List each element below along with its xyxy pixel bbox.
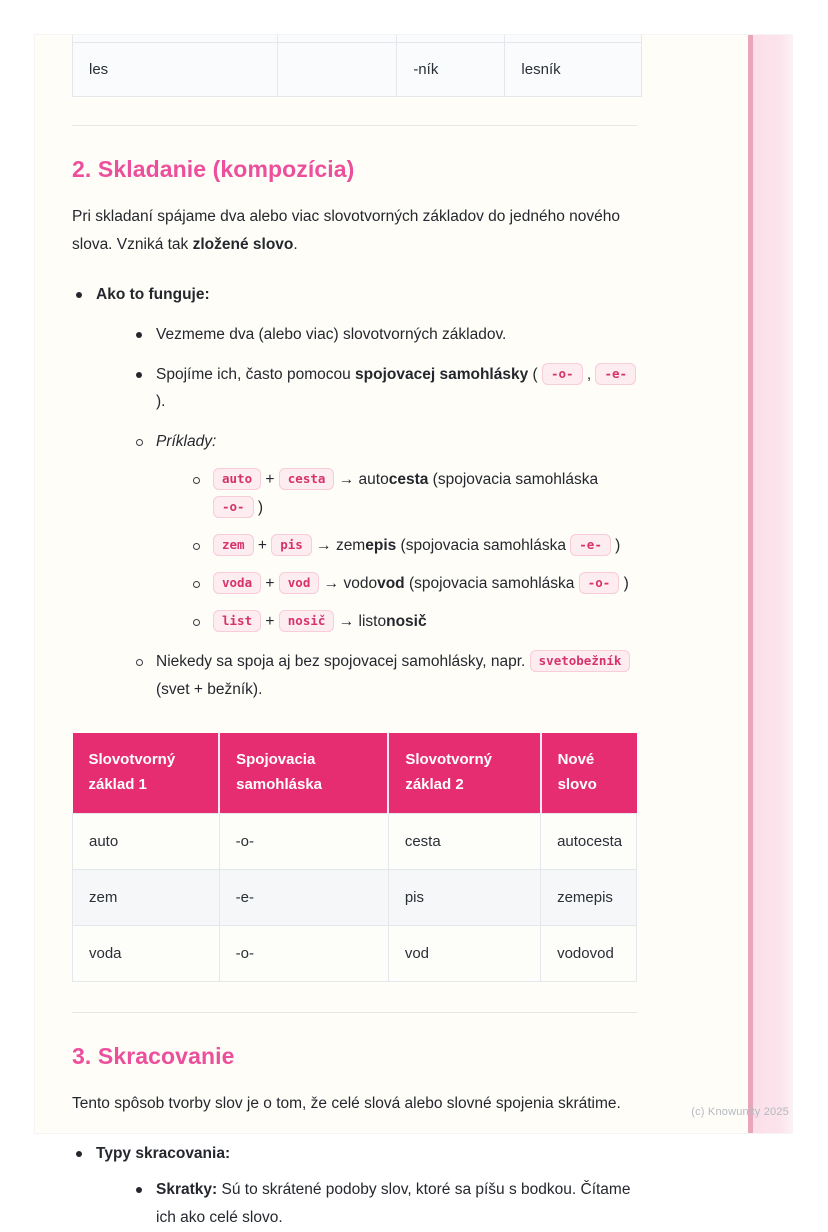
list-item-note — [134, 648, 637, 704]
document-page — [35, 35, 792, 1226]
section-heading-skladanie: 2. Skladanie (kompozícia) — [72, 156, 355, 182]
section-divider — [72, 1012, 637, 1013]
list-item-text: Ako to funguje: — [96, 285, 210, 303]
code-chip: -e- — [595, 363, 636, 385]
code-chip: voda — [213, 572, 261, 594]
list-item — [134, 361, 637, 417]
bullet-list — [72, 1140, 637, 1232]
intro-paragraph: Tento spôsob tvorby slov je o tom, že celé slová alebo slovné spojenia skrátime. — [72, 1094, 621, 1112]
code-chip: zem — [213, 534, 254, 556]
list-item-text: Niekedy sa spoja aj bez spojovacej samohlásky, napr. svetobežník (svet + bežník). — [156, 653, 630, 698]
table-cell: zem — [73, 869, 220, 925]
table-cell: cesta — [388, 813, 540, 869]
list-item — [74, 281, 637, 704]
table-header-cell: Slovotvorný základ 2 — [388, 733, 540, 813]
table-cell: autocesta — [541, 813, 637, 869]
table-row — [73, 43, 642, 97]
bullet-sublist — [132, 321, 637, 704]
list-item-text: list + nosič → listonosič — [213, 613, 427, 630]
table-cell — [73, 35, 278, 43]
table-cell: vod — [388, 925, 540, 981]
code-chip: list — [213, 610, 261, 632]
table-cell: pis — [388, 869, 540, 925]
table-cell: vodovod — [541, 925, 637, 981]
table-header-cell: Spojovacia samohláska — [219, 733, 388, 813]
table-header-row — [73, 733, 637, 813]
list-item — [134, 1176, 637, 1232]
code-chip: -o- — [542, 363, 583, 385]
section-heading-skracovanie: 3. Skracovanie — [72, 1042, 235, 1069]
code-chip: nosič — [279, 610, 335, 632]
code-chip: cesta — [279, 468, 335, 490]
list-item-text: Typy skracovania: — [96, 1144, 231, 1162]
table-cell: auto — [73, 813, 220, 869]
list-item — [134, 321, 637, 349]
table-row — [73, 925, 637, 981]
composition-table — [72, 733, 637, 982]
table-cell: voda — [73, 925, 220, 981]
document-content — [72, 35, 637, 1232]
table-cell: -o- — [219, 813, 388, 869]
table-header-cell: Slovotvorný základ 1 — [73, 733, 220, 813]
list-item — [191, 608, 637, 636]
table-cell: lesník — [505, 43, 642, 97]
list-item-text: zem + pis → zemepis (spojovacia samohláska -e- ) — [213, 537, 620, 554]
examples-sublist — [189, 466, 637, 635]
table-cell — [277, 43, 396, 97]
code-chip: -o- — [213, 496, 254, 518]
code-chip: pis — [271, 534, 312, 556]
list-item-text: Príklady: — [156, 433, 217, 451]
code-chip: svetobežník — [530, 650, 631, 672]
table-row — [73, 869, 637, 925]
intro-paragraph: Pri skladaní spájame dva alebo viac slovotvorných základov do jedného nového slova. Vzniká tak zložené slovo. — [72, 208, 621, 253]
table-cell — [397, 35, 505, 43]
list-item — [191, 532, 637, 560]
table-cell: -ník — [397, 43, 505, 97]
table-cell: zemepis — [541, 869, 637, 925]
table-cell — [277, 35, 396, 43]
bullet-sublist — [132, 1176, 637, 1232]
bullet-list — [72, 281, 637, 704]
table-header-cell: Nové slovo — [541, 733, 637, 813]
list-item-text: Vezmeme dva (alebo viac) slovotvorných základov. — [156, 325, 507, 343]
list-item-text: Skratky: Sú to skrátené podoby slov, ktoré sa píšu s bodkou. Čítame ich ako celé slovo. — [156, 1180, 631, 1226]
table-cell — [505, 35, 642, 43]
list-item-examples — [134, 428, 637, 635]
code-chip: vod — [279, 572, 320, 594]
derivation-examples-table — [72, 35, 642, 97]
table-row — [73, 813, 637, 869]
list-item-text: Spojíme ich, často pomocou spojovacej samohlásky ( -o- , -e- ). — [156, 366, 636, 411]
copyright-watermark: (c) Knowunity 2025 — [691, 1106, 789, 1118]
code-chip: -e- — [570, 534, 611, 556]
section-divider — [72, 125, 637, 126]
table-cell: -e- — [219, 869, 388, 925]
cropped-table-row — [73, 35, 642, 43]
list-item-text: auto + cesta → autocesta (spojovacia samohláska -o- ) — [213, 471, 598, 516]
list-item — [74, 1140, 637, 1232]
list-item-text: voda + vod → vodovod (spojovacia samohláska -o- ) — [213, 575, 629, 592]
code-chip: -o- — [579, 572, 620, 594]
list-item — [191, 466, 637, 522]
accent-stripe — [748, 35, 792, 1133]
code-chip: auto — [213, 468, 261, 490]
table-cell: -o- — [219, 925, 388, 981]
table-cell: les — [73, 43, 278, 97]
list-item — [191, 570, 637, 598]
